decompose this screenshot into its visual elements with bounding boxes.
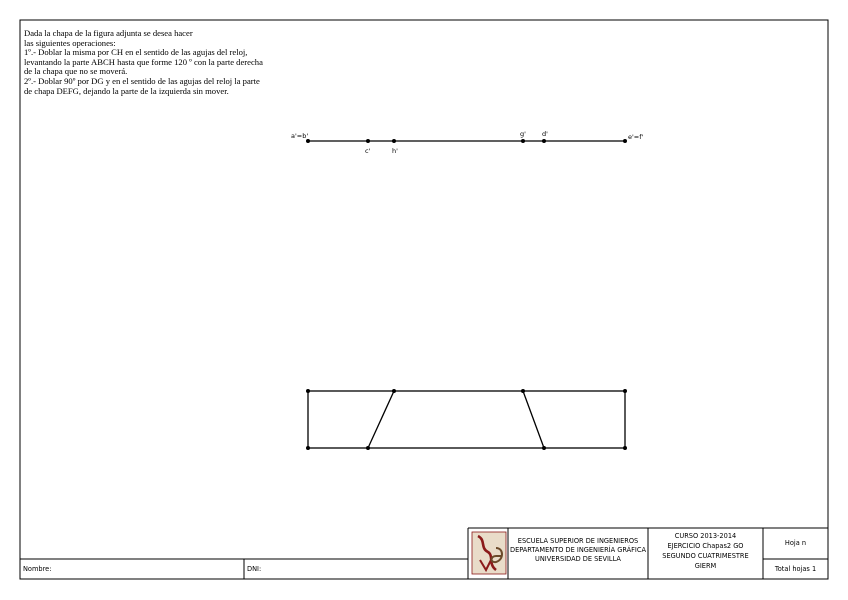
fold-line-dg	[523, 391, 544, 448]
course-info	[648, 531, 763, 571]
department-line: DEPARTAMENTO DE INGENIERÍA GRÁFICA	[510, 546, 646, 554]
total-sheets: Total hojas 1	[774, 565, 817, 573]
statement-line: de chapa DEFG, dejando la parte de la izquierda sin mover.	[24, 85, 229, 96]
university-line: UNIVERSIDAD DE SEVILLA	[535, 555, 621, 563]
label-g: g'	[520, 130, 526, 138]
statement-line: levantando la parte ABCH hasta que forme 120 º con la parte derecha	[24, 56, 263, 67]
vertex	[623, 389, 627, 393]
term-line: SEGUNDO CUATRIMESTRE	[662, 552, 749, 560]
point-g	[521, 139, 525, 143]
dni-field-label: DNI:	[247, 565, 262, 573]
fold-line-ch	[368, 391, 394, 448]
statement-line: de la chapa que no se moverá.	[24, 66, 128, 77]
point-d	[542, 139, 546, 143]
sheet-number: Hoja n	[784, 539, 807, 547]
label-ef: e'=f'	[628, 133, 644, 141]
statement-line: Dada la chapa de la figura adjunta se desea hacer	[24, 28, 193, 38]
label-h: h'	[392, 147, 398, 155]
exercise-statement	[24, 29, 324, 96]
school-line: ESCUELA SUPERIOR DE INGENIEROS	[517, 537, 639, 545]
label-d: d'	[542, 130, 548, 138]
point-c	[366, 139, 370, 143]
sheet-vertices	[306, 389, 627, 450]
statement-line: las siguientes operaciones:	[24, 37, 116, 48]
point-h	[392, 139, 396, 143]
vertex	[366, 446, 370, 450]
vertex	[542, 446, 546, 450]
sheet-rectangle	[308, 391, 625, 448]
course-line: CURSO 2013-2014	[674, 532, 737, 540]
label-c: c'	[365, 147, 371, 155]
vertex	[306, 446, 310, 450]
sheet-outline	[308, 391, 625, 448]
statement-line: 1º.- Doblar la misma por CH en el sentido de las agujas del reloj,	[24, 47, 248, 58]
degree-line: GIERM	[694, 562, 717, 570]
point-ef	[623, 139, 627, 143]
school-info	[508, 537, 648, 564]
exercise-line: EJERCICIO Chapas2 GO	[667, 542, 744, 550]
vertex	[306, 389, 310, 393]
vertex	[623, 446, 627, 450]
vertex	[521, 389, 525, 393]
name-field-label: Nombre:	[23, 565, 52, 573]
university-logo	[472, 532, 506, 574]
label-ab: a'=b'	[291, 132, 309, 140]
vertex	[392, 389, 396, 393]
statement-line: 2º.- Doblar 90º por DG y en el sentido de las agujas del reloj la parte	[24, 75, 260, 86]
sheet-border	[20, 20, 828, 579]
